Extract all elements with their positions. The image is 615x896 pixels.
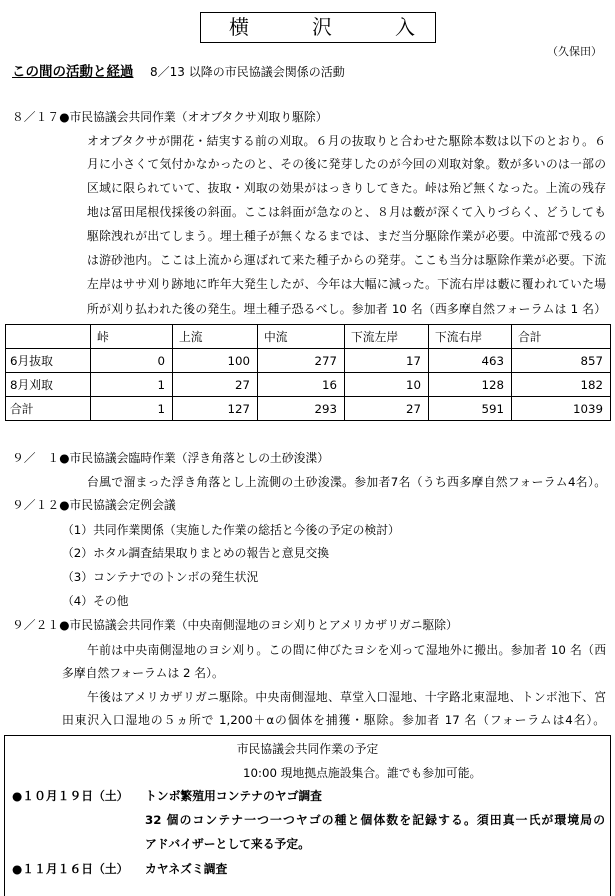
section-title: この間の活動と経過 — [12, 64, 134, 80]
schedule-event-detail: アドバイザーとして来る予定。 — [145, 837, 310, 851]
activity-0921-heading — [12, 615, 602, 635]
paragraph-line: オオブタクサが開花・結実する前の刈取。６月の抜取りと合わせた駆除本数は以下のとおり。６ — [87, 134, 606, 148]
table-cell: 1039 — [512, 397, 611, 421]
table-cell: 128 — [429, 373, 512, 397]
document-title-box — [200, 12, 436, 43]
schedule-box — [4, 735, 611, 896]
column-header: 中流 — [258, 325, 345, 349]
column-header: 下流左岸 — [345, 325, 429, 349]
table-cell: 277 — [258, 349, 345, 373]
table-cell: 100 — [173, 349, 258, 373]
table-cell: 857 — [512, 349, 611, 373]
agenda-item: （2）ホタル調査結果取りまとめの報告と意見交換 — [62, 546, 330, 560]
activity-date: ９／ １ — [12, 451, 60, 465]
paragraph-line: 田東沢入口湿地の５ヵ所で 1,200＋αの個体を捕獲・駆除。参加者 17 名（フォーラムは4名）。 — [62, 713, 605, 727]
author-name: （久保田） — [547, 45, 602, 58]
paragraph-line: 台風で溜まった浮き角落とし上流側の土砂浚渫。参加者7名（うち西多摩自然フォーラム4名）。 — [87, 475, 606, 489]
table-cell: 16 — [258, 373, 345, 397]
table-row — [6, 349, 611, 373]
paragraph-line: は游砂池内。ここは上流から運ばれて来た種子からの発芽。ここも当分は駆除作業が必要。下流 — [87, 253, 606, 267]
paragraph-line: 左岸はササ刈り跡地に昨年大発生したが、今年は大幅に減った。下流右岸は藪に覆われていた場 — [87, 277, 606, 291]
activity-title: ●市民協議会共同作業（中央南側湿地のヨシ刈りとアメリカザリガニ駆除） — [59, 618, 458, 632]
activity-date: ９／２１ — [12, 618, 60, 632]
column-header: 上流 — [173, 325, 258, 349]
table-cell: 27 — [173, 373, 258, 397]
schedule-event-date: ●１１月１６日（土） — [12, 862, 129, 876]
column-header: 峠 — [91, 325, 173, 349]
activity-0901-heading — [12, 448, 602, 468]
agenda-item: （3）コンテナでのトンボの発生状況 — [62, 570, 259, 584]
schedule-event-date: ●１０月１９日（土） — [12, 789, 129, 803]
activity-date: ９／１２ — [12, 498, 60, 512]
paragraph-line: 午前は中央南側湿地のヨシ刈り。この間に伸びたヨシを刈って湿地外に搬出。参加者 10 名（西 — [87, 643, 606, 657]
table-cell: 1 — [91, 373, 173, 397]
table-row — [6, 373, 611, 397]
activity-title: ●市民協議会共同作業（オオブタクサ刈取り駆除） — [59, 110, 328, 124]
section-subtitle: 8／13 以降の市民協議会関係の活動 — [150, 65, 345, 79]
table-row — [6, 397, 611, 421]
row-label: 合計 — [6, 397, 91, 421]
table-corner-cell — [6, 325, 91, 349]
paragraph-line: 区域に限られていて、抜取・刈取の効果がはっきりしてきた。峠は殆ど無くなった。上流の残存 — [87, 181, 606, 195]
section-title-line — [12, 62, 146, 82]
paragraph-line: 月に小さくて気付かなかったのと、その後に発芽したのが今回の刈取対象。数が多いのは一部の — [87, 157, 606, 171]
table-cell: 182 — [512, 373, 611, 397]
activity-0912-heading — [12, 495, 602, 515]
table-cell: 17 — [345, 349, 429, 373]
agenda-item: （1）共同作業関係（実施した作業の総括と今後の予定の検討） — [62, 523, 400, 537]
schedule-title: 市民協議会共同作業の予定 — [236, 742, 379, 756]
document-title: 横沢入 — [229, 15, 415, 39]
table-cell: 463 — [429, 349, 512, 373]
table-cell: 0 — [91, 349, 173, 373]
schedule-event-detail: 32 個のコンテナ一つ一つヤゴの種と個体数を記録する。須田真一氏が環境局の — [145, 813, 605, 827]
activity-0817-heading — [12, 107, 602, 127]
schedule-event-topic: トンボ繁殖用コンテナのヤゴ調査 — [145, 789, 322, 803]
table-header-row — [6, 325, 611, 349]
schedule-event-topic: カヤネズミ調査 — [145, 862, 228, 876]
paragraph-line: 駆除洩れが出てしまう。埋土種子が無くなるまでは、まだ当分駆除作業が必要。中流部で残るの — [87, 229, 606, 243]
schedule-meeting-note: 10:00 現地拠点施設集合。誰でも参加可能。 — [243, 766, 482, 780]
activity-title: ●市民協議会臨時作業（浮き角落としの土砂浚渫） — [59, 451, 330, 465]
paragraph-line: 地は冨田尾根伐採後の斜面。ここは斜面が急なのと、８月は藪が深くて入りづらく、どうしても — [87, 205, 606, 219]
paragraph-line: 所が刈り払われた後の発生。埋土種子恐るべし。参加者 10 名（西多摩自然フォーラムは 1 名） — [87, 302, 606, 316]
table-cell: 10 — [345, 373, 429, 397]
table-cell: 591 — [429, 397, 512, 421]
agenda-item: （4）その他 — [62, 594, 129, 608]
row-label: 8月刈取 — [6, 373, 91, 397]
paragraph-line: 多摩自然フォーラムは 2 名）。 — [62, 666, 224, 680]
column-header: 合計 — [512, 325, 611, 349]
table-cell: 1 — [91, 397, 173, 421]
table-cell: 27 — [345, 397, 429, 421]
removal-count-table — [5, 324, 611, 421]
row-label: 6月抜取 — [6, 349, 91, 373]
activity-title: ●市民協議会定例会議 — [59, 498, 176, 512]
paragraph-line: 午後はアメリカザリガニ駆除。中央南側湿地、草堂入口湿地、十字路北東湿地、トンボ池下、宮 — [87, 690, 606, 704]
table-cell: 293 — [258, 397, 345, 421]
column-header: 下流右岸 — [429, 325, 512, 349]
table-cell: 127 — [173, 397, 258, 421]
activity-date: ８／１７ — [12, 110, 60, 124]
